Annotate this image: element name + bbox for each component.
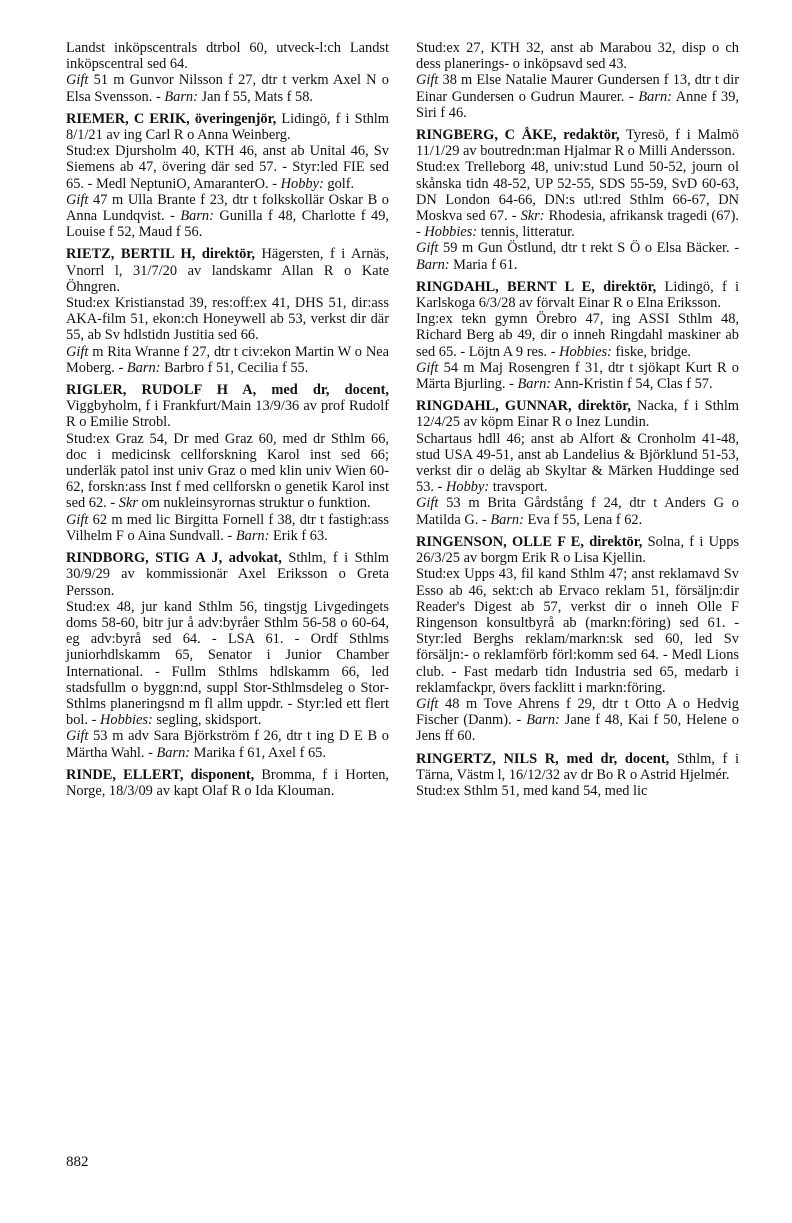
entry-text-paragraph bbox=[66, 72, 389, 104]
entry-text: travsport. bbox=[489, 479, 548, 496]
field-label: Barn: bbox=[416, 256, 450, 273]
entry-text: Stud:ex Sthlm 51, med kand 54, med lic bbox=[416, 782, 648, 799]
entry-heading-paragraph bbox=[66, 550, 389, 599]
entry-name: RIEMER, C ERIK, överingenjör, bbox=[66, 110, 277, 127]
entry-text: Erik f 63. bbox=[269, 527, 328, 544]
page-number: 882 bbox=[66, 1154, 89, 1170]
entry-text: Ing:ex tekn gymn Örebro 47, ing ASSI Sthlm 48, Richard Berg ab 49, dir o inneh Ringdahl maskiner ab sed 65. - Löjtn A 9 res. - bbox=[416, 311, 739, 360]
entry-text: Hägersten, f i Arnäs, Vnorrl l, 31/7/20 av landskamr Allan R o Kate Öhngren. bbox=[66, 246, 389, 295]
entry-text: Maria f 61. bbox=[449, 256, 518, 273]
entry-text: Stud:ex 48, jur kand Sthlm 56, tingstjg Livgedingets doms 58-60, bitr jur å adv:byråer Sthlm 56-58 o 60-64, eg adv:byrå sed 64. - LSA 61. - Ordf Sthlms juniorhdlskamm 65, Senator i Junior Chamber International. - Fullm Sthlms hdlskamm 66, led stadsfullm o byggn:nd, suppl Stor-Sthlmsdeleg o Stor-Sthlms planeringsnd m fl allm uppdr. - Styr:led ett flert bol. - bbox=[66, 598, 389, 729]
entry-text: Barbro f 51, Cecilia f 55. bbox=[160, 359, 309, 376]
entry-text: Anne f 39, Siri f 46. bbox=[416, 88, 739, 121]
entry-text: 48 m Tove Ahrens f 29, dtr t Otto A o Hedvig Fischer (Danm). - bbox=[416, 695, 739, 729]
entry-text: segling, skidsport. bbox=[152, 712, 262, 729]
entry-text: Tyresö, f i Malmö 11/1/29 av boutredn:man Hjalmar R o Milli Andersson. bbox=[416, 127, 739, 160]
field-label: Gift bbox=[416, 495, 439, 512]
entry-text: 53 m adv Sara Björkström f 26, dtr t ing D E B o Märtha Wahl. - bbox=[66, 728, 389, 761]
entry-text: Marika f 61, Axel f 65. bbox=[190, 744, 326, 761]
entry-text-paragraph bbox=[66, 295, 389, 344]
entry-heading-paragraph bbox=[66, 767, 389, 799]
entry-text-paragraph bbox=[416, 159, 739, 240]
field-label: Hobbies: bbox=[424, 224, 478, 241]
entry-text: m Rita Wranne f 27, dtr t civ:ekon Martin W o Nea Moberg. - bbox=[66, 343, 389, 376]
entry-text: Stud:ex Kristianstad 39, res:off:ex 41, DHS 51, dir:ass AKA-film 51, ekon:ch Honeywell ab 53, verkst dir där 55, ab Sv hdlstidn Justitia sed 66. bbox=[66, 295, 389, 344]
right-column bbox=[416, 40, 739, 799]
field-label: Barn: bbox=[164, 88, 198, 105]
entry-heading-paragraph bbox=[416, 127, 739, 159]
field-label: Gift bbox=[66, 343, 89, 360]
field-label: Barn: bbox=[517, 376, 552, 393]
entry-text: Lidingö, f i Sthlm 8/1/21 av ing Carl R o Anna Weinberg. bbox=[66, 110, 389, 144]
field-label: Barn: bbox=[180, 208, 214, 225]
entry-text-paragraph bbox=[66, 344, 389, 376]
entry-text: Jan f 55, Mats f 58. bbox=[197, 88, 314, 105]
entry-heading-paragraph bbox=[416, 398, 739, 430]
field-label: Gift bbox=[66, 728, 89, 745]
entry-text-paragraph bbox=[416, 360, 739, 392]
entry-text: Sthlm, f i Tärna, Västm l, 16/12/32 av dr Bo R o Astrid Hjelmér. bbox=[416, 750, 739, 783]
entry-text-paragraph bbox=[66, 192, 389, 241]
entry-text-paragraph bbox=[66, 40, 389, 72]
entry-text: 51 m Gunvor Nilsson f 27, dtr t verkm Axel N o Elsa Svensson. - bbox=[66, 72, 389, 105]
entry-text-paragraph bbox=[416, 311, 739, 360]
entry-heading-paragraph bbox=[66, 382, 389, 431]
entry-text: om nukleinsyrornas struktur o funktion. bbox=[137, 495, 371, 512]
entry-name: RIGLER, RUDOLF H A, med dr, docent, bbox=[66, 382, 389, 399]
entry-text: 53 m Brita Gårdstång f 24, dtr t Anders G o Matilda G. - bbox=[416, 495, 739, 528]
entry-name: RINDBORG, STIG A J, advokat, bbox=[66, 550, 282, 567]
field-label: Hobbies: bbox=[559, 343, 612, 360]
field-label: Barn: bbox=[126, 359, 161, 376]
entry-text-paragraph bbox=[416, 240, 739, 272]
entry-text: Viggbyholm, f i Frankfurt/Main 13/9/36 av prof Rudolf R o Emilie Strobl. bbox=[66, 398, 389, 431]
field-label: Gift bbox=[416, 359, 439, 376]
field-label: Gift bbox=[416, 695, 439, 712]
entry-text: Rhodesia, afrikansk tragedi (67). - bbox=[416, 208, 739, 241]
entry-text: 62 m med lic Birgitta Fornell f 38, dtr t fastigh:ass Vilhelm F o Aina Sundvall. - bbox=[66, 511, 389, 544]
entry-text: 47 m Ulla Brante f 23, dtr t folkskollär Oskar B o Anna Lundqvist. - bbox=[66, 191, 389, 225]
entry-text-paragraph bbox=[416, 72, 739, 121]
entry-text: Stud:ex Upps 43, fil kand Sthlm 47; anst reklamavd Sv Esso ab 46, sekt:ch ab Ervaco reklam 51, försäljn:dir Reader's Digest ab 57, verkst dir o inneh Olle F Ringenson konsultbyrå ab (markn:föring) sed 61. - Styr:led Berghs reklam/markn:sk sed 60, led Sv försäljn:- o reklamförb förl:komm sed 64. - Medl Lions club. - Fast medarb tidn Industria sed 65, medarb i reklamfackpr, övers facklitt i markn:föring. bbox=[416, 566, 739, 696]
entry-text: Stud:ex Djursholm 40, KTH 46, anst ab Unital 46, Sv Siemens ab 47, övering där sed 57. - Styr:led FIE sed 65. - Medl NeptuniO, AmaranterO. - bbox=[66, 143, 389, 192]
field-label: Skr bbox=[118, 495, 138, 512]
entry-text: fiske, bridge. bbox=[611, 343, 691, 360]
entry-heading-paragraph bbox=[416, 534, 739, 566]
field-label: Hobbies: bbox=[99, 712, 153, 729]
field-label: Barn: bbox=[490, 511, 524, 528]
entry-text-paragraph bbox=[416, 40, 739, 72]
field-label: Gift bbox=[416, 240, 439, 257]
entry-text: Ann-Kristin f 54, Clas f 57. bbox=[551, 376, 713, 393]
field-label: Gift bbox=[66, 511, 89, 528]
entry-text: Stud:ex Graz 54, Dr med Graz 60, med dr Sthlm 66, doc i medicinsk cellforskning Karol inst sed 66; underläk patol inst univ Graz o med klin univ Wien 60-62, forskn:ass Inst f med cellforskn o genetik Karol inst sed 62. - bbox=[66, 430, 389, 512]
entry-text: Landst inköpscentrals dtrbol 60, utveck-l:ch Landst inköpscentral sed 64. bbox=[66, 40, 389, 73]
entry-text: Eva f 55, Lena f 62. bbox=[523, 511, 643, 528]
entry-text-paragraph bbox=[66, 143, 389, 192]
field-label: Skr: bbox=[520, 208, 545, 225]
entry-text: golf. bbox=[323, 175, 355, 192]
entry-text: Sthlm, f i Sthlm 30/9/29 av kommissionär Axel Eriksson o Greta Persson. bbox=[66, 550, 389, 599]
field-label: Gift bbox=[66, 72, 89, 89]
field-label: Barn: bbox=[638, 88, 672, 105]
entry-text: tennis, litteratur. bbox=[477, 224, 575, 241]
entry-text-paragraph bbox=[66, 512, 389, 544]
entry-text: Bromma, f i Horten, Norge, 18/3/09 av kapt Olaf R o Ida Klouman. bbox=[66, 766, 389, 799]
field-label: Gift bbox=[416, 72, 439, 89]
entry-name: RINGENSON, OLLE F E, direktör, bbox=[416, 533, 643, 550]
entry-name: RINDE, ELLERT, disponent, bbox=[66, 766, 255, 783]
entry-text-paragraph bbox=[416, 431, 739, 496]
entry-text-paragraph bbox=[66, 431, 389, 512]
entry-heading-paragraph bbox=[416, 279, 739, 311]
entry-text: Nacka, f i Sthlm 12/4/25 av köpm Einar R o Inez Lundin. bbox=[416, 398, 740, 431]
entry-text-paragraph bbox=[416, 783, 739, 799]
field-label: Barn: bbox=[156, 744, 191, 761]
entry-text: 54 m Maj Rosengren f 31, dtr t sjökapt Kurt R o Märta Bjurling. - bbox=[416, 359, 739, 393]
entry-text: Stud:ex 27, KTH 32, anst ab Marabou 32, disp o ch dess planerings- o inköpsavd sed 43. bbox=[416, 40, 739, 73]
entry-text-paragraph bbox=[416, 696, 739, 745]
field-label: Hobby: bbox=[280, 175, 324, 192]
entry-text: Solna, f i Upps 26/3/25 av borgm Erik R o Lisa Kjellin. bbox=[416, 533, 739, 567]
entry-name: RINGDAHL, GUNNAR, direktör, bbox=[416, 398, 631, 415]
left-column bbox=[66, 40, 389, 799]
entry-text: Gunilla f 48, Charlotte f 49, Louise f 52, Maud f 56. bbox=[66, 208, 389, 241]
entry-name: RIETZ, BERTIL H, direktör, bbox=[66, 246, 255, 263]
entry-name: RINGBERG, C ÅKE, redaktör, bbox=[416, 127, 620, 144]
entry-text-paragraph bbox=[66, 728, 389, 760]
entry-text: Lidingö, f i Karlskoga 6/3/28 av förvalt Einar R o Elna Eriksson. bbox=[416, 278, 740, 312]
entry-text: Schartaus hdll 46; anst ab Alfort & Cronholm 41-48, stud USA 49-51, anst ab Landelius & Björklund 51-53, verkst dir o deläg ab Skyltar & Märken Huddinge sed 53. - bbox=[416, 430, 739, 496]
field-label: Barn: bbox=[526, 712, 560, 729]
field-label: Gift bbox=[66, 191, 89, 208]
entry-text: Jane f 48, Kai f 50, Helene o Jens ff 60. bbox=[416, 712, 739, 745]
entry-heading-paragraph bbox=[66, 111, 389, 143]
entry-name: RINGDAHL, BERNT L E, direktör, bbox=[416, 278, 657, 295]
entry-heading-paragraph bbox=[66, 246, 389, 295]
entry-text: 38 m Else Natalie Maurer Gundersen f 13, dtr t dir Einar Gundersen o Gudrun Maurer. - bbox=[416, 72, 739, 105]
entry-text: 59 m Gun Östlund, dtr t rekt S Ö o Elsa Bäcker. - bbox=[438, 240, 739, 257]
entry-text-paragraph bbox=[66, 599, 389, 729]
field-label: Barn: bbox=[235, 527, 270, 544]
entry-name: RINGERTZ, NILS R, med dr, docent, bbox=[416, 750, 670, 767]
entry-text: Stud:ex Trelleborg 48, univ:stud Lund 50-52, journ ol skånska tidn 48-52, UP 52-55, SDS 55-59, SvD 60-63, DN London 64-66, DN:s utl:red Sthlm 66-67, DN Moskva sed 67. - bbox=[416, 159, 739, 225]
entry-text-paragraph bbox=[416, 495, 739, 527]
field-label: Hobby: bbox=[445, 479, 490, 496]
entry-text-paragraph bbox=[416, 566, 739, 696]
entry-heading-paragraph bbox=[416, 751, 739, 783]
